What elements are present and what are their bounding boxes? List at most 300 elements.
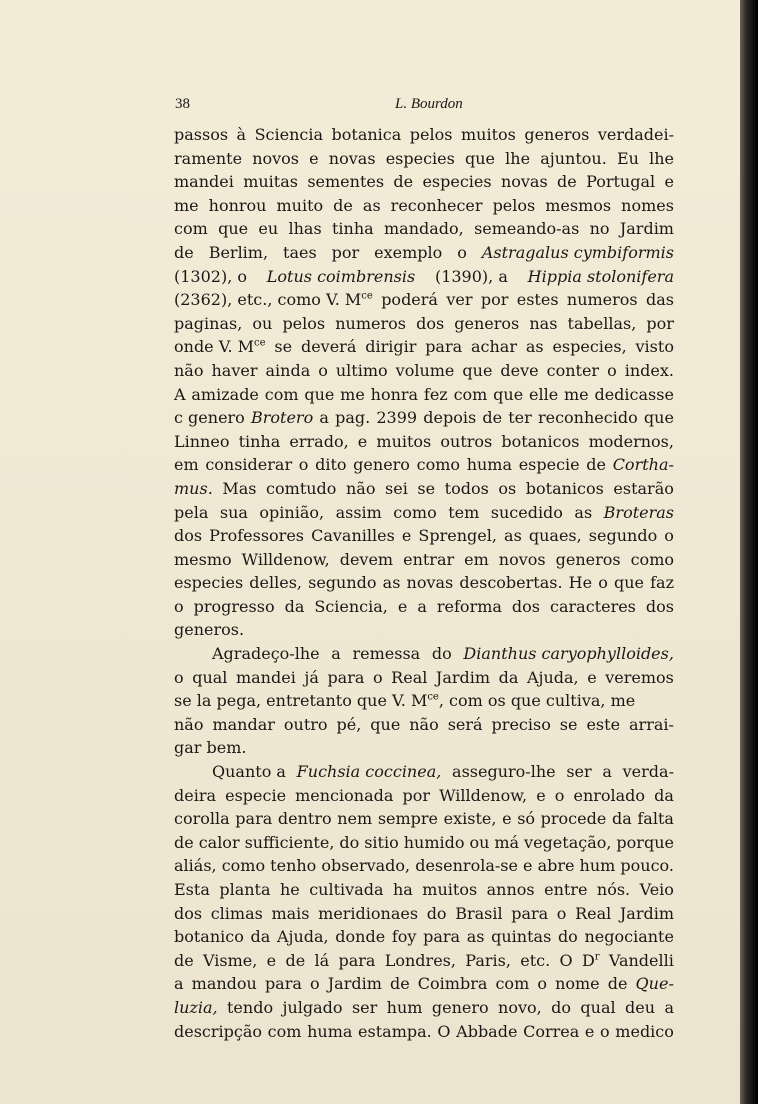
word: e: [357, 431, 368, 451]
word: sufficiente,: [244, 832, 335, 852]
word: corolla: [174, 809, 230, 829]
word: O: [559, 950, 573, 970]
word: segundo: [588, 526, 658, 546]
word: deira: [174, 785, 217, 805]
word: muito: [276, 195, 324, 215]
word: o: [607, 360, 617, 380]
text-line: [174, 689, 674, 713]
text-line: [174, 925, 674, 949]
word: da: [250, 927, 271, 947]
word: tem: [448, 502, 480, 522]
word: pelos: [409, 125, 453, 144]
word: pouco.: [620, 856, 674, 876]
word: a: [174, 974, 184, 994]
word: Abbade: [456, 1021, 518, 1041]
word: Mas: [222, 478, 257, 498]
word: He: [568, 573, 593, 593]
word: mandar: [212, 714, 275, 734]
word: muitas: [243, 172, 298, 192]
word: o: [664, 526, 674, 546]
word: para: [423, 927, 461, 947]
word: especies,: [552, 337, 627, 357]
word: novos: [498, 549, 546, 569]
word: depois: [423, 408, 477, 428]
word: taes: [283, 242, 317, 262]
word: arrai-: [629, 714, 674, 734]
page-number: 38: [175, 96, 190, 112]
word: nem: [337, 809, 373, 829]
word: lá: [314, 950, 330, 970]
word: ajuntou.: [540, 148, 607, 168]
word: as: [466, 927, 485, 947]
word: do: [339, 832, 360, 852]
word: me: [564, 384, 589, 404]
word: planta: [219, 880, 271, 899]
word: etc.: [520, 950, 551, 970]
text-line: [174, 194, 674, 218]
word: ser: [566, 762, 592, 782]
word: especies: [174, 573, 244, 593]
word: honrou: [208, 195, 267, 215]
word: pelos: [492, 195, 536, 215]
word: Willdenow,: [439, 785, 528, 805]
word: pé,: [336, 714, 362, 734]
word: Visme,: [203, 950, 258, 970]
word: sementes: [307, 172, 385, 192]
text-line: [174, 642, 674, 666]
word: e: [502, 809, 512, 829]
word: de: [607, 974, 628, 994]
text: gar bem.: [174, 738, 247, 758]
word: dos: [174, 903, 203, 923]
genus-name: mus.: [174, 478, 213, 498]
text-line: [174, 265, 674, 289]
word: Linneo: [174, 431, 230, 451]
word: Jardim: [435, 667, 491, 687]
word: ramente: [174, 148, 243, 168]
word: de: [285, 950, 306, 970]
word: já: [304, 667, 319, 687]
word: de: [393, 172, 414, 192]
word: não: [174, 360, 204, 380]
text-line: [174, 996, 674, 1020]
word: me: [340, 384, 365, 404]
word: donde: [335, 927, 386, 947]
word: observado,: [321, 856, 411, 876]
text-line: [174, 784, 674, 808]
word: deve: [500, 360, 539, 380]
text-line: [174, 713, 674, 737]
word: procede: [540, 809, 607, 829]
word: de: [482, 408, 503, 428]
word: generos: [454, 313, 520, 333]
word: não: [409, 714, 439, 734]
word: a: [664, 997, 674, 1017]
word: com: [267, 1021, 302, 1041]
word: qual: [192, 667, 228, 687]
word: o: [318, 360, 328, 380]
word: devem: [339, 549, 394, 569]
word: novo,: [498, 997, 542, 1017]
word: aliás,: [174, 856, 217, 876]
text-line: [174, 430, 674, 454]
word: reforma: [436, 596, 502, 616]
page-header: [175, 96, 675, 116]
word: calor: [198, 832, 240, 852]
word: Professores: [209, 526, 304, 546]
word: com: [174, 219, 208, 239]
word: o: [556, 903, 567, 923]
word: ha: [392, 880, 413, 899]
word: como: [416, 455, 461, 475]
species-name: Fuchsia coccinea,: [296, 762, 442, 782]
word: de: [174, 832, 194, 852]
word: mandei: [235, 667, 296, 687]
word: o: [537, 974, 547, 994]
word: novas: [406, 573, 454, 593]
word: para: [235, 809, 273, 829]
word: como: [393, 502, 437, 522]
word: Agradeço-lhe: [212, 644, 320, 664]
word: enrolado: [573, 785, 646, 805]
word: se: [417, 478, 436, 498]
word: mais: [271, 903, 310, 923]
word: dos: [645, 596, 674, 616]
word: à: [236, 125, 247, 144]
word: dos: [174, 526, 203, 546]
word: novas: [500, 172, 548, 192]
word: remessa: [352, 644, 421, 664]
word: que: [465, 148, 496, 168]
genus-name: Que-: [635, 974, 674, 994]
text-line: [174, 902, 674, 926]
word: sempre: [377, 809, 439, 829]
word: todos: [444, 478, 489, 498]
word: novas: [328, 148, 376, 168]
word: pelos: [282, 313, 326, 333]
text-line: [174, 123, 674, 147]
word: sua: [219, 502, 248, 522]
word: mesmo: [174, 549, 232, 569]
word: só: [517, 809, 536, 829]
word: da: [611, 809, 632, 829]
word: o: [310, 974, 320, 994]
word: hum: [579, 856, 616, 876]
word: comtudo: [266, 478, 337, 498]
word: nas: [529, 313, 558, 333]
word: e: [664, 172, 674, 192]
word: como: [630, 549, 674, 569]
word: deu: [625, 997, 656, 1017]
word: verdadei-: [597, 125, 674, 144]
word: Sciencia: [254, 125, 324, 144]
text-line: [174, 1020, 674, 1044]
word: O: [437, 1021, 451, 1041]
text-line: [174, 170, 674, 194]
word: de: [174, 950, 194, 970]
word: o: [174, 596, 184, 616]
word: amizade: [191, 384, 259, 404]
word: porque: [616, 832, 674, 852]
text-line: [174, 878, 674, 902]
word: dentro: [277, 809, 332, 829]
word: o: [298, 455, 309, 475]
word: e: [309, 148, 319, 168]
word: para: [327, 667, 365, 687]
word: negociante: [584, 927, 674, 947]
word: hum: [386, 997, 423, 1017]
word: existe,: [443, 809, 497, 829]
word: progresso: [193, 596, 275, 616]
word: annos: [486, 880, 535, 899]
word: assim: [335, 502, 382, 522]
word: numeros: [335, 313, 406, 333]
word: tenho: [270, 856, 317, 876]
word: huma: [307, 1021, 353, 1041]
text-line: [174, 524, 674, 548]
word: muitos: [422, 880, 478, 899]
text: se la pega, entretanto que V. $M^{ce}$, com os que cultiva, me: [174, 691, 636, 711]
word: ou: [252, 313, 273, 333]
word: de: [333, 195, 353, 215]
text-line: [174, 807, 674, 831]
word: generos: [555, 549, 621, 569]
word: Berlim,: [208, 242, 269, 262]
word: quaes,: [528, 526, 582, 546]
word: o: [174, 667, 184, 687]
word: por: [646, 313, 674, 333]
word: as: [382, 573, 401, 593]
word: pela: [174, 502, 209, 522]
word: com: [264, 384, 299, 404]
word: Sprengel,: [418, 526, 497, 546]
word: genero: [431, 997, 489, 1017]
word: de: [586, 455, 607, 475]
word: e: [397, 596, 408, 616]
word: preciso: [491, 714, 551, 734]
word: humido: [403, 832, 465, 852]
text-line: [174, 736, 674, 760]
word: volume: [395, 360, 455, 380]
word: Londres,: [384, 950, 456, 970]
text-line: [174, 241, 674, 265]
text: generos.: [174, 620, 245, 640]
word: considerar: [205, 455, 293, 475]
word: as: [504, 526, 522, 546]
text-line: [174, 972, 674, 996]
word: segundo: [308, 573, 377, 593]
word: falta: [637, 809, 674, 829]
word: asseguro-lhe: [452, 762, 556, 782]
word: este: [586, 714, 621, 734]
genus-name: Broteras: [603, 502, 674, 522]
word: novos: [252, 148, 300, 168]
word: para: [425, 337, 463, 357]
word: e: [536, 785, 546, 805]
word: da: [654, 785, 674, 805]
genus-name: Cortha-: [612, 455, 674, 475]
text-line: [174, 949, 674, 973]
text-line: [174, 335, 674, 359]
word: A: [174, 384, 186, 404]
text: (1390), a: [434, 266, 508, 286]
word: elle: [529, 384, 559, 404]
word: honra: [370, 384, 419, 404]
word: a: [319, 408, 329, 428]
word: muitos: [376, 431, 432, 451]
word: foy: [391, 927, 417, 947]
word: o: [372, 667, 383, 687]
word: lhas: [288, 219, 322, 239]
word: botanicos: [501, 431, 580, 451]
word: o: [457, 242, 467, 262]
text: $D^r$: [581, 950, 600, 970]
text-line: [174, 501, 674, 525]
word: reconhecido: [537, 408, 638, 428]
word: por: [402, 785, 430, 805]
word: por: [331, 242, 360, 262]
word: em: [174, 455, 199, 475]
word: dito: [315, 455, 347, 475]
word: Real: [391, 667, 428, 687]
word: Eu: [616, 148, 639, 168]
word: de: [557, 172, 577, 192]
word: mesmos: [545, 195, 612, 215]
text-line: [174, 666, 674, 690]
species-name: Hippia stolonifera: [527, 266, 674, 286]
word: as: [525, 337, 544, 357]
word: dedicasse: [594, 384, 674, 404]
word: vegetação,: [524, 832, 612, 852]
word: modernos,: [588, 431, 674, 451]
word: ou: [469, 832, 490, 852]
word: da: [284, 596, 305, 616]
text: (2362), etc., como V. $M^{ce}$: [174, 290, 373, 310]
word: do: [557, 927, 578, 947]
word: o: [554, 785, 565, 805]
species-name: Astragalus cymbiformis: [481, 242, 674, 262]
text-line: [174, 571, 674, 595]
word: sei: [385, 478, 408, 498]
word: o: [598, 573, 608, 593]
word: cultivada: [309, 880, 384, 899]
word: dirigir: [365, 337, 417, 357]
word: desenrola-se: [415, 856, 518, 876]
word: a: [602, 762, 612, 782]
word: estarão: [613, 478, 674, 498]
word: Paris,: [465, 950, 511, 970]
word: sitio: [364, 832, 399, 852]
word: não: [174, 714, 204, 734]
word: outros: [440, 431, 493, 451]
word: mandado,: [384, 219, 464, 239]
species-name: Dianthus caryophylloides,: [463, 644, 674, 664]
word: haver: [211, 360, 258, 380]
word: Veio: [639, 880, 674, 899]
word: botanicos: [525, 478, 604, 498]
word: especies: [422, 172, 492, 192]
word: para: [264, 974, 302, 994]
word: ver: [446, 290, 473, 310]
word: lhe: [649, 148, 674, 168]
word: index.: [624, 360, 674, 380]
word: que: [462, 360, 493, 380]
word: que: [304, 384, 335, 404]
word: tinha: [238, 431, 281, 451]
word: para: [338, 950, 376, 970]
word: que: [613, 573, 644, 593]
word: nós.: [596, 880, 631, 899]
word: climas: [210, 903, 263, 923]
word: para: [511, 903, 549, 923]
text: c genero: [174, 408, 245, 428]
word: descripção: [174, 1021, 263, 1041]
text: (1302), o: [174, 266, 248, 286]
word: qual: [580, 997, 616, 1017]
text-line: [174, 312, 674, 336]
word: como: [221, 856, 266, 876]
word: poderá: [381, 290, 438, 310]
word: do: [551, 997, 572, 1017]
word: de: [174, 242, 194, 262]
word: e: [401, 526, 412, 546]
word: Sciencia,: [314, 596, 388, 616]
word: especies: [385, 148, 455, 168]
word: especie: [518, 455, 580, 475]
book-edge: [740, 0, 758, 1104]
word: botanico: [174, 927, 244, 947]
word: conter: [546, 360, 600, 380]
genus-name: Brotero: [250, 408, 314, 428]
word: veremos: [605, 667, 674, 687]
word: nome: [555, 974, 600, 994]
word: mandei: [174, 172, 234, 192]
text-line: [174, 359, 674, 383]
word: as: [574, 502, 593, 522]
word: numeros: [566, 290, 638, 310]
word: do: [426, 903, 447, 923]
word: mencionada: [295, 785, 394, 805]
word: abre: [537, 856, 575, 876]
word: errado,: [289, 431, 349, 451]
word: no: [589, 219, 610, 239]
word: a: [417, 596, 427, 616]
word: Jardim: [619, 219, 674, 239]
word: ter: [508, 408, 532, 428]
word: delles,: [249, 573, 302, 593]
word: exemplo: [374, 242, 443, 262]
word: faz: [650, 573, 674, 593]
word: Ajuda,: [276, 927, 329, 947]
word: que: [370, 714, 401, 734]
word: Esta: [174, 880, 210, 899]
word: não: [345, 478, 376, 498]
word: quintas: [491, 927, 552, 947]
word: e: [587, 667, 597, 687]
running-head: L. Bourdon: [395, 96, 463, 112]
word: dos: [416, 313, 445, 333]
word: será: [447, 714, 483, 734]
word: o: [600, 1021, 610, 1041]
word: achar: [471, 337, 517, 357]
word: verda-: [622, 762, 674, 782]
word: tabellas,: [567, 313, 637, 333]
word: as: [362, 195, 381, 215]
word: Brasil: [455, 903, 503, 923]
word: generos: [524, 125, 590, 144]
word: pag.: [335, 408, 371, 428]
word: botanica: [331, 125, 402, 144]
